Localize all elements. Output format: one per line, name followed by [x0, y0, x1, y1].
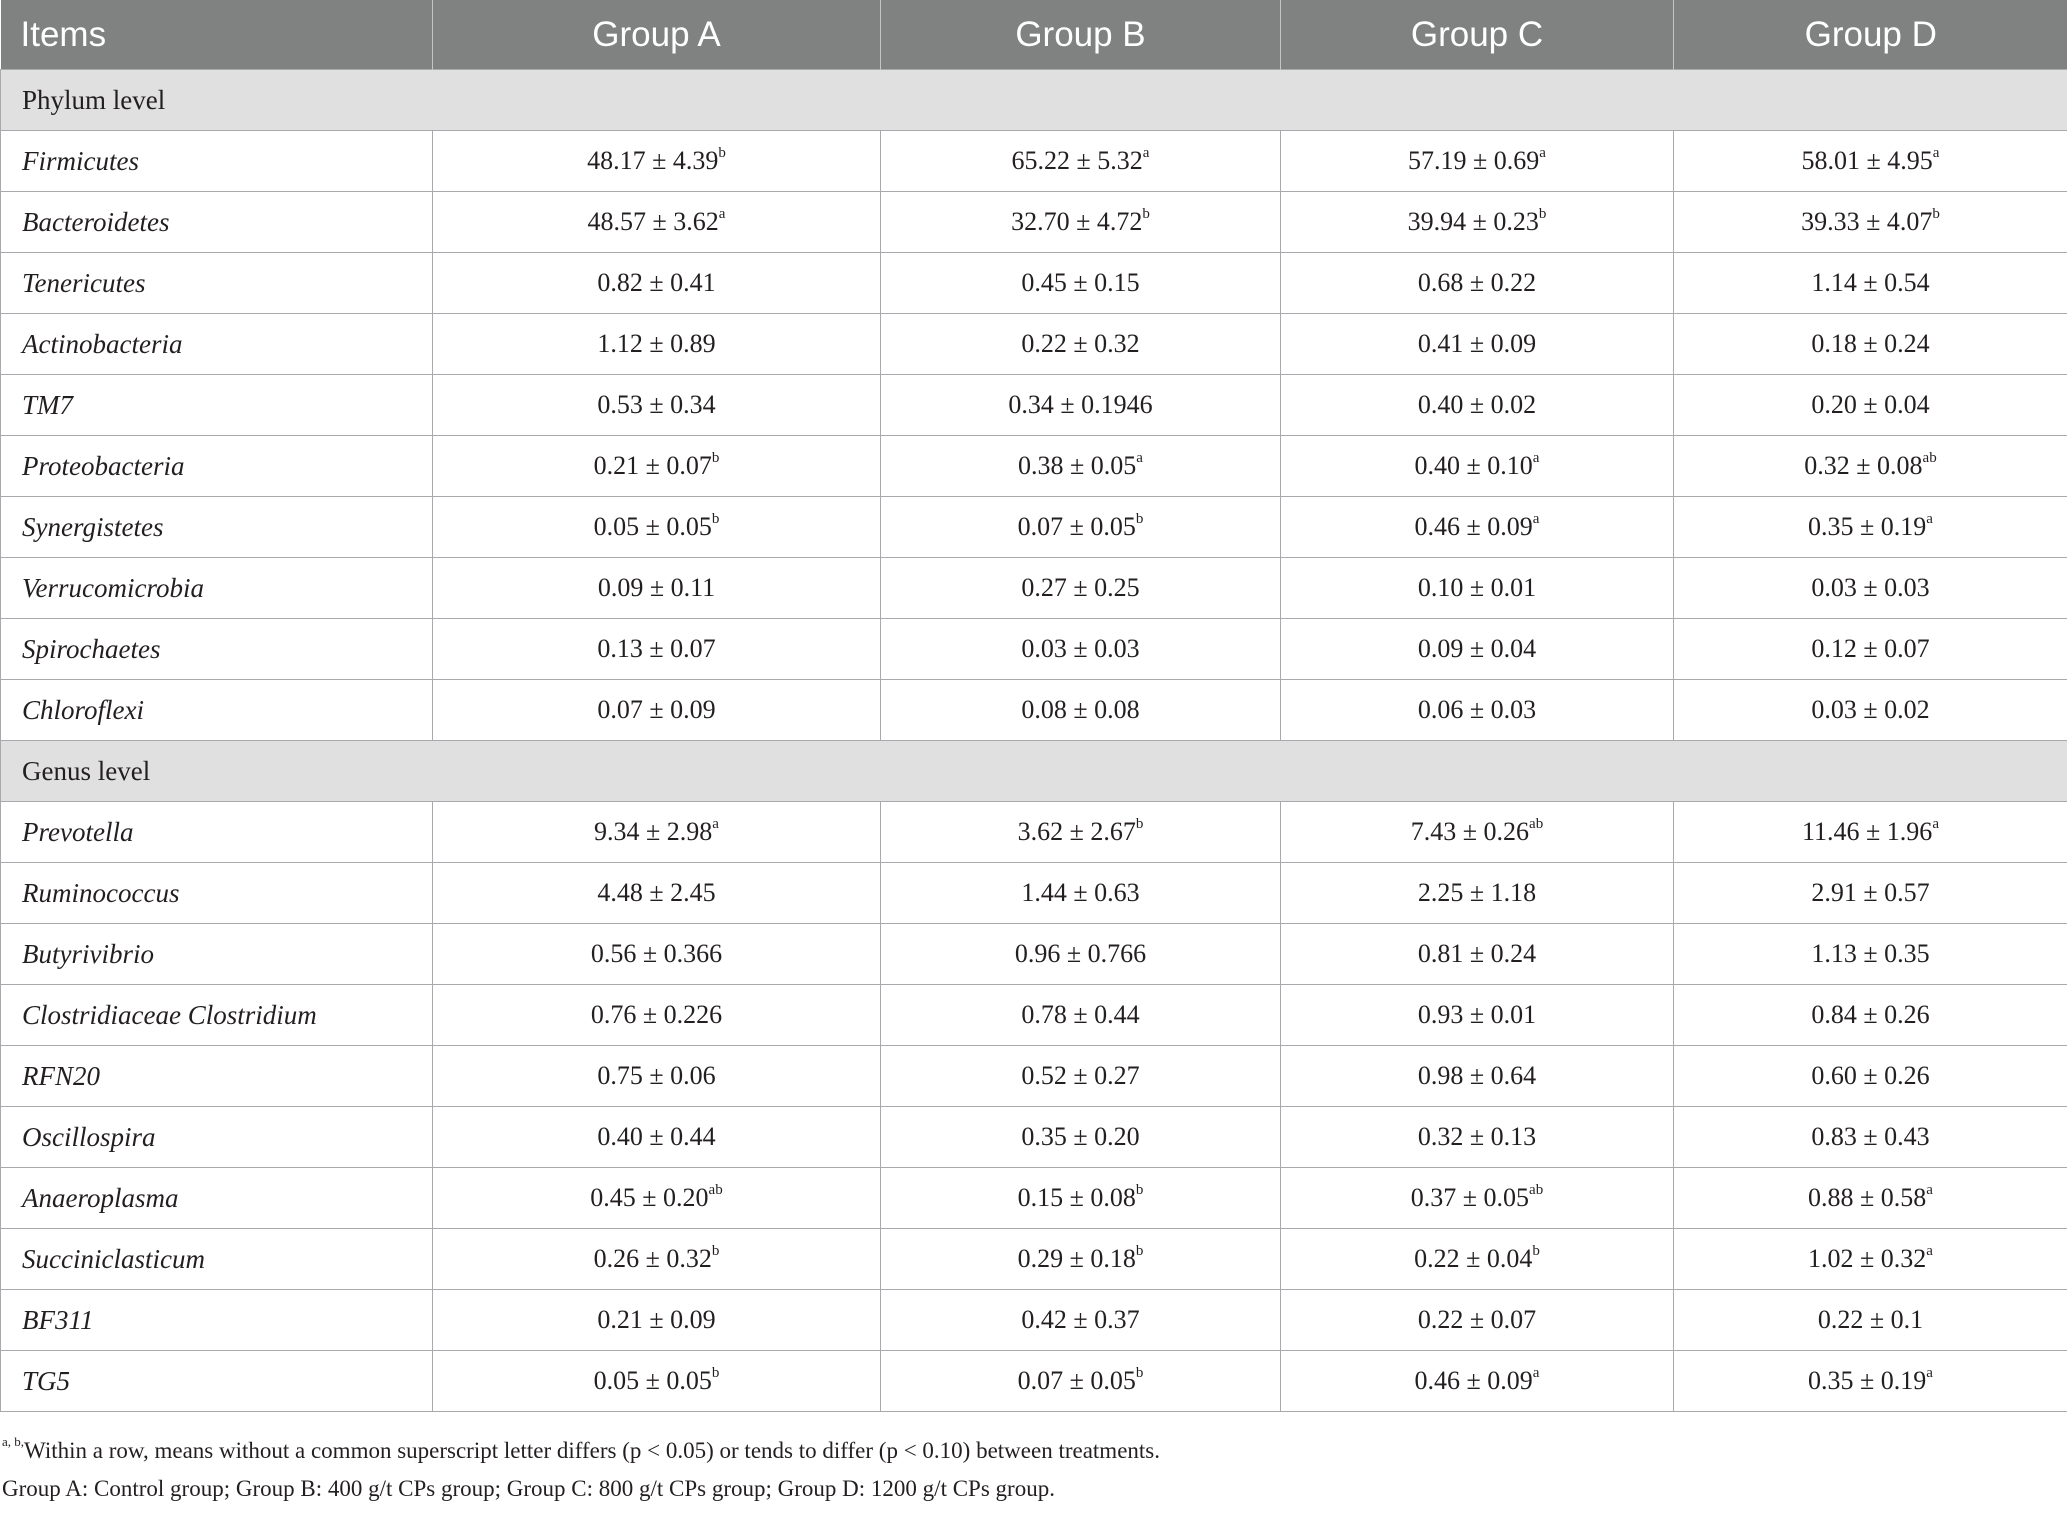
- table-row: [1, 314, 2067, 375]
- significance-superscript: b: [711, 1365, 720, 1382]
- cell-value: 0.52 ± 0.27: [1021, 1061, 1140, 1090]
- cell-value: 0.46 ± 0.09: [1414, 512, 1533, 541]
- cell-group-a: [433, 253, 881, 314]
- cell-group-a: [433, 1046, 881, 1107]
- cell-value: 1.44 ± 0.63: [1021, 878, 1140, 907]
- cell-value: 0.05 ± 0.05: [593, 1366, 712, 1395]
- table-body: [1, 70, 2067, 1412]
- cell-group-d: [1674, 314, 2067, 375]
- row-label: Proteobacteria: [1, 436, 433, 497]
- significance-superscript: a: [1932, 145, 1940, 162]
- table-row: [1, 558, 2067, 619]
- table-row: [1, 1351, 2067, 1412]
- cell-value: 0.45 ± 0.15: [1021, 268, 1140, 297]
- cell-value: 1.13 ± 0.35: [1811, 939, 1930, 968]
- cell-group-b: [881, 131, 1281, 192]
- cell-group-b: [881, 924, 1281, 985]
- significance-superscript: a: [1926, 1182, 1933, 1199]
- cell-group-a: [433, 863, 881, 924]
- significance-superscript: a: [712, 816, 719, 833]
- table-row: [1, 192, 2067, 253]
- cell-value: 0.84 ± 0.26: [1811, 1000, 1930, 1029]
- cell-group-a: [433, 314, 881, 375]
- cell-group-a: [433, 1351, 881, 1412]
- cell-value: 0.09 ± 0.04: [1417, 634, 1537, 663]
- cell-group-c: [1281, 192, 1674, 253]
- cell-group-d: [1674, 863, 2067, 924]
- footnote-significance-text: Within a row, means without a common superscript letter differs (p < 0.05) or tends to differ (p < 0.10) between treatments.: [24, 1438, 1160, 1463]
- table-row: [1, 375, 2067, 436]
- cell-group-c: [1281, 924, 1674, 985]
- table-row: [1, 863, 2067, 924]
- cell-value: 0.35 ± 0.20: [1021, 1122, 1140, 1151]
- cell-group-d: [1674, 436, 2067, 497]
- footnote-significance: [0, 1432, 2067, 1470]
- cell-group-c: [1281, 1290, 1674, 1351]
- significance-superscript: ab: [1922, 450, 1937, 467]
- significance-superscript: b: [1932, 206, 1940, 223]
- table-row: [1, 680, 2067, 741]
- cell-value: 0.27 ± 0.25: [1021, 573, 1140, 602]
- significance-superscript: b: [1538, 206, 1547, 223]
- cell-group-a: [433, 1107, 881, 1168]
- table-row: [1, 1229, 2067, 1290]
- cell-group-b: [881, 985, 1281, 1046]
- cell-value: 0.34 ± 0.1946: [1008, 390, 1153, 419]
- row-label: Clostridiaceae Clostridium: [1, 985, 433, 1046]
- cell-group-c: [1281, 1229, 1674, 1290]
- cell-group-b: [881, 802, 1281, 863]
- cell-value: 7.43 ± 0.26: [1410, 817, 1530, 846]
- cell-group-d: [1674, 1107, 2067, 1168]
- table-row: [1, 131, 2067, 192]
- cell-value: 65.22 ± 5.32: [1011, 146, 1143, 175]
- cell-group-b: [881, 619, 1281, 680]
- table-row: [1, 253, 2067, 314]
- row-label: TG5: [1, 1351, 433, 1412]
- cell-value: 57.19 ± 0.69: [1408, 146, 1540, 175]
- significance-superscript: a: [1136, 450, 1143, 467]
- cell-value: 0.20 ± 0.04: [1811, 390, 1930, 419]
- cell-value: 0.83 ± 0.43: [1811, 1122, 1930, 1151]
- row-label: Spirochaetes: [1, 619, 433, 680]
- cell-value: 0.06 ± 0.03: [1417, 695, 1537, 724]
- cell-value: 0.29 ± 0.18: [1017, 1244, 1136, 1273]
- cell-group-a: [433, 1290, 881, 1351]
- row-label: Butyrivibrio: [1, 924, 433, 985]
- section-title: Genus level: [1, 741, 2067, 802]
- cell-value: 39.33 ± 4.07: [1801, 207, 1933, 236]
- cell-group-a: [433, 1168, 881, 1229]
- cell-group-c: [1281, 253, 1674, 314]
- cell-group-b: [881, 436, 1281, 497]
- cell-group-d: [1674, 619, 2067, 680]
- table-row: [1, 1168, 2067, 1229]
- cell-group-c: [1281, 619, 1674, 680]
- significance-superscript: b: [1135, 511, 1144, 528]
- cell-group-d: [1674, 192, 2067, 253]
- significance-superscript: b: [1142, 206, 1150, 223]
- row-label: Synergistetes: [1, 497, 433, 558]
- section-title: Phylum level: [1, 70, 2067, 131]
- table-row: [1, 924, 2067, 985]
- cell-value: 0.05 ± 0.05: [593, 512, 712, 541]
- row-label: Verrucomicrobia: [1, 558, 433, 619]
- cell-group-c: [1281, 802, 1674, 863]
- row-label: Tenericutes: [1, 253, 433, 314]
- significance-superscript: a: [1142, 145, 1150, 162]
- cell-value: 48.17 ± 4.39: [587, 146, 719, 175]
- cell-group-d: [1674, 1351, 2067, 1412]
- cell-group-b: [881, 558, 1281, 619]
- row-label: Anaeroplasma: [1, 1168, 433, 1229]
- cell-value: 48.57 ± 3.62: [587, 207, 719, 236]
- cell-value: 0.10 ± 0.01: [1417, 573, 1537, 602]
- cell-group-a: [433, 924, 881, 985]
- cell-value: 0.93 ± 0.01: [1417, 1000, 1537, 1029]
- cell-value: 0.40 ± 0.02: [1417, 390, 1537, 419]
- cell-value: 32.70 ± 4.72: [1011, 207, 1143, 236]
- cell-value: 0.88 ± 0.58: [1808, 1183, 1927, 1212]
- cell-group-a: [433, 802, 881, 863]
- cell-group-b: [881, 863, 1281, 924]
- footnote-groups: Group A: Control group; Group B: 400 g/t CPs group; Group C: 800 g/t CPs group; Group D: 1200 g/t CPs group.: [2, 1476, 1055, 1501]
- cell-group-c: [1281, 863, 1674, 924]
- row-label: Ruminococcus: [1, 863, 433, 924]
- cell-group-c: [1281, 1107, 1674, 1168]
- cell-value: 11.46 ± 1.96: [1802, 817, 1933, 846]
- cell-group-d: [1674, 497, 2067, 558]
- cell-value: 0.18 ± 0.24: [1811, 329, 1930, 358]
- significance-superscript: b: [711, 511, 720, 528]
- cell-value: 0.22 ± 0.07: [1417, 1305, 1537, 1334]
- cell-group-d: [1674, 253, 2067, 314]
- significance-superscript: ab: [708, 1182, 723, 1199]
- section-row: [1, 741, 2067, 802]
- row-label: Oscillospira: [1, 1107, 433, 1168]
- cell-value: 58.01 ± 4.95: [1801, 146, 1933, 175]
- header-group-a: Group A: [433, 0, 881, 70]
- cell-group-d: [1674, 131, 2067, 192]
- significance-superscript: ab: [1529, 1182, 1544, 1199]
- cell-group-b: [881, 1168, 1281, 1229]
- cell-group-a: [433, 619, 881, 680]
- cell-value: 0.53 ± 0.34: [597, 390, 716, 419]
- cell-value: 0.38 ± 0.05: [1018, 451, 1137, 480]
- cell-value: 0.45 ± 0.20: [590, 1183, 709, 1212]
- significance-superscript: b: [1135, 816, 1144, 833]
- cell-group-c: [1281, 558, 1674, 619]
- table-row: [1, 619, 2067, 680]
- cell-group-c: [1281, 1046, 1674, 1107]
- significance-superscript: a: [1532, 511, 1540, 528]
- significance-superscript: ab: [1529, 816, 1544, 833]
- significance-superscript: b: [1135, 1243, 1144, 1260]
- table-row: [1, 802, 2067, 863]
- cell-value: 0.40 ± 0.44: [597, 1122, 716, 1151]
- cell-value: 0.22 ± 0.1: [1817, 1305, 1924, 1334]
- cell-value: 0.42 ± 0.37: [1021, 1305, 1140, 1334]
- cell-group-b: [881, 314, 1281, 375]
- cell-group-a: [433, 375, 881, 436]
- cell-group-b: [881, 497, 1281, 558]
- table-row: [1, 1290, 2067, 1351]
- cell-value: 1.02 ± 0.32: [1808, 1244, 1927, 1273]
- cell-group-a: [433, 558, 881, 619]
- cell-group-b: [881, 375, 1281, 436]
- cell-value: 0.96 ± 0.766: [1014, 939, 1147, 968]
- significance-superscript: b: [1135, 1182, 1144, 1199]
- cell-value: 0.98 ± 0.64: [1417, 1061, 1537, 1090]
- header-group-c: Group C: [1281, 0, 1674, 70]
- row-label: Prevotella: [1, 802, 433, 863]
- cell-value: 9.34 ± 2.98: [594, 817, 713, 846]
- cell-group-d: [1674, 680, 2067, 741]
- cell-value: 0.32 ± 0.13: [1417, 1122, 1537, 1151]
- significance-superscript: a: [1532, 1365, 1540, 1382]
- row-label: Bacteroidetes: [1, 192, 433, 253]
- cell-value: 0.07 ± 0.05: [1017, 512, 1136, 541]
- cell-value: 0.81 ± 0.24: [1417, 939, 1537, 968]
- cell-value: 0.03 ± 0.03: [1021, 634, 1140, 663]
- cell-group-c: [1281, 131, 1674, 192]
- cell-group-c: [1281, 375, 1674, 436]
- row-label: RFN20: [1, 1046, 433, 1107]
- cell-value: 0.09 ± 0.11: [597, 573, 716, 602]
- significance-superscript: a: [1926, 1365, 1933, 1382]
- cell-value: 0.82 ± 0.41: [597, 268, 716, 297]
- cell-value: 0.37 ± 0.05: [1410, 1183, 1530, 1212]
- cell-value: 0.32 ± 0.08: [1804, 451, 1923, 480]
- cell-group-a: [433, 497, 881, 558]
- table-row: [1, 1107, 2067, 1168]
- cell-value: 0.03 ± 0.02: [1811, 695, 1930, 724]
- row-label: Actinobacteria: [1, 314, 433, 375]
- row-label: Firmicutes: [1, 131, 433, 192]
- cell-group-c: [1281, 1168, 1674, 1229]
- significance-superscript: a: [1926, 1243, 1933, 1260]
- cell-group-c: [1281, 497, 1674, 558]
- significance-superscript: b: [1532, 1243, 1540, 1260]
- cell-group-a: [433, 436, 881, 497]
- row-label: Chloroflexi: [1, 680, 433, 741]
- cell-value: 0.12 ± 0.07: [1811, 634, 1930, 663]
- table-row: [1, 436, 2067, 497]
- cell-value: 1.14 ± 0.54: [1811, 268, 1930, 297]
- cell-value: 0.35 ± 0.19: [1808, 1366, 1927, 1395]
- cell-group-d: [1674, 985, 2067, 1046]
- table-row: [1, 1046, 2067, 1107]
- cell-value: 4.48 ± 2.45: [597, 878, 716, 907]
- cell-group-d: [1674, 375, 2067, 436]
- cell-value: 0.15 ± 0.08: [1017, 1183, 1136, 1212]
- cell-value: 0.03 ± 0.03: [1811, 573, 1930, 602]
- cell-group-d: [1674, 1168, 2067, 1229]
- cell-group-a: [433, 1229, 881, 1290]
- cell-value: 0.76 ± 0.226: [590, 1000, 723, 1029]
- cell-group-b: [881, 680, 1281, 741]
- cell-group-d: [1674, 1229, 2067, 1290]
- cell-value: 0.68 ± 0.22: [1417, 268, 1537, 297]
- table-header: [1, 0, 2067, 70]
- cell-group-d: [1674, 802, 2067, 863]
- row-label: BF311: [1, 1290, 433, 1351]
- cell-group-d: [1674, 1290, 2067, 1351]
- significance-superscript: b: [711, 450, 720, 467]
- significance-superscript: a: [1539, 145, 1546, 162]
- cell-group-d: [1674, 924, 2067, 985]
- cell-value: 0.46 ± 0.09: [1414, 1366, 1533, 1395]
- cell-group-b: [881, 1046, 1281, 1107]
- significance-superscript: b: [711, 1243, 720, 1260]
- row-label: TM7: [1, 375, 433, 436]
- cell-value: 1.12 ± 0.89: [597, 329, 716, 358]
- significance-superscript: a: [718, 206, 726, 223]
- cell-group-b: [881, 253, 1281, 314]
- cell-value: 0.78 ± 0.44: [1021, 1000, 1140, 1029]
- cell-group-b: [881, 1229, 1281, 1290]
- cell-value: 0.40 ± 0.10: [1414, 451, 1533, 480]
- cell-group-c: [1281, 985, 1674, 1046]
- cell-value: 2.25 ± 1.18: [1417, 878, 1537, 907]
- cell-value: 0.56 ± 0.366: [590, 939, 723, 968]
- cell-value: 0.22 ± 0.04: [1414, 1244, 1533, 1273]
- header-row: [1, 0, 2067, 70]
- cell-group-c: [1281, 1351, 1674, 1412]
- cell-group-c: [1281, 436, 1674, 497]
- cell-group-b: [881, 1290, 1281, 1351]
- table-row: [1, 497, 2067, 558]
- cell-group-a: [433, 985, 881, 1046]
- cell-value: 3.62 ± 2.67: [1017, 817, 1136, 846]
- cell-group-d: [1674, 1046, 2067, 1107]
- table-row: [1, 985, 2067, 1046]
- significance-superscript: a: [1926, 511, 1933, 528]
- cell-value: 0.26 ± 0.32: [593, 1244, 712, 1273]
- cell-group-c: [1281, 680, 1674, 741]
- cell-value: 39.94 ± 0.23: [1407, 207, 1539, 236]
- cell-group-c: [1281, 314, 1674, 375]
- cell-value: 0.08 ± 0.08: [1021, 695, 1140, 724]
- footnote-marker: a, b,: [2, 1434, 25, 1450]
- cell-value: 0.21 ± 0.07: [593, 451, 712, 480]
- row-label: Succiniclasticum: [1, 1229, 433, 1290]
- cell-group-a: [433, 192, 881, 253]
- cell-value: 0.41 ± 0.09: [1417, 329, 1537, 358]
- cell-group-a: [433, 131, 881, 192]
- cell-group-b: [881, 192, 1281, 253]
- header-group-b: Group B: [881, 0, 1281, 70]
- cell-value: 0.35 ± 0.19: [1808, 512, 1927, 541]
- cell-value: 0.07 ± 0.05: [1017, 1366, 1136, 1395]
- cell-value: 2.91 ± 0.57: [1811, 878, 1930, 907]
- header-items: Items: [1, 0, 433, 70]
- cell-group-d: [1674, 558, 2067, 619]
- cell-value: 0.22 ± 0.32: [1021, 329, 1140, 358]
- significance-superscript: a: [1532, 450, 1540, 467]
- significance-superscript: a: [1932, 816, 1939, 833]
- cell-value: 0.21 ± 0.09: [597, 1305, 716, 1334]
- significance-superscript: b: [1135, 1365, 1144, 1382]
- cell-group-b: [881, 1107, 1281, 1168]
- header-group-d: Group D: [1674, 0, 2067, 70]
- section-row: [1, 70, 2067, 131]
- cell-group-b: [881, 1351, 1281, 1412]
- cell-value: 0.13 ± 0.07: [597, 634, 716, 663]
- cell-value: 0.07 ± 0.09: [597, 695, 716, 724]
- significance-superscript: b: [718, 145, 726, 162]
- cell-value: 0.60 ± 0.26: [1811, 1061, 1930, 1090]
- cell-group-a: [433, 680, 881, 741]
- footnotes: [0, 1432, 2067, 1508]
- cell-value: 0.75 ± 0.06: [597, 1061, 716, 1090]
